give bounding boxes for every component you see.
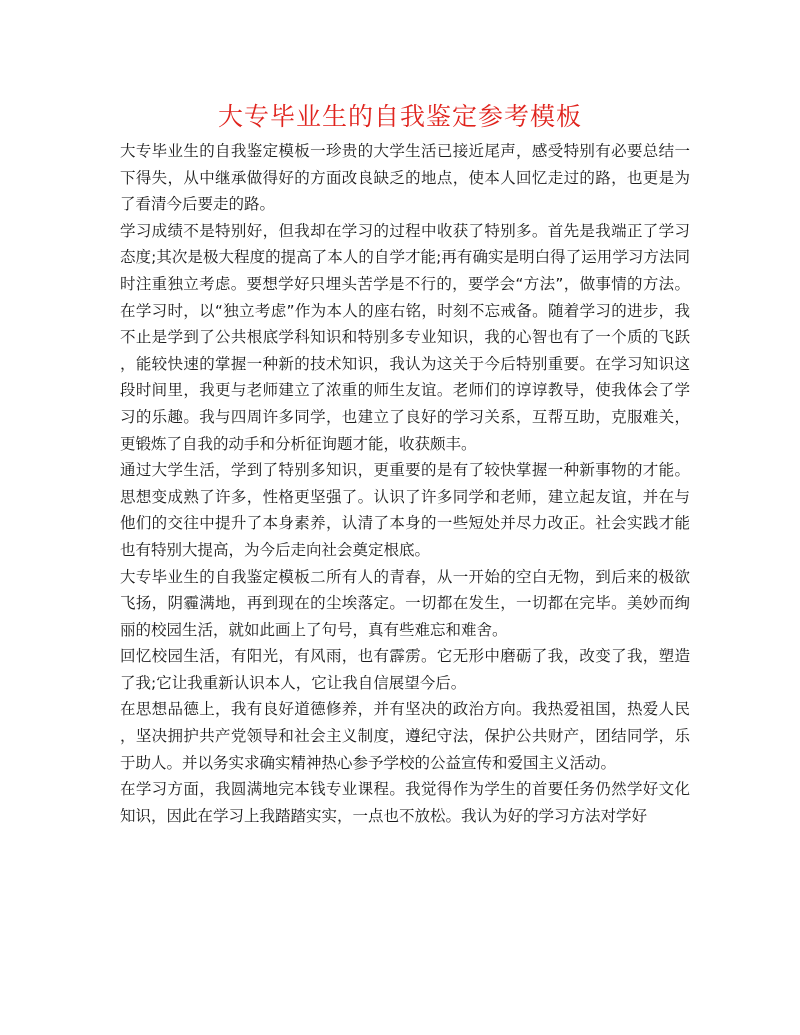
paragraph-moral-character: 在思想品德上，我有良好道德修养，并有坚决的政治方向。我热爱祖国，热爱人民，坚决拥护共产党领导和社会主义制度，遵纪守法，保护公共财产，团结同学，乐于助人。并以务实求确实精神热心参予学校的公益宣传和爱国主义活动。 <box>120 700 690 772</box>
paragraph-intro: 大专毕业生的自我鉴定模板一珍贵的大学生活已接近尾声，感受特别有必要总结一下得失，从中继承做得好的方面改良缺乏的地点，使本人回忆走过的路，也更是为了看清今后要走的路。 <box>120 142 690 214</box>
paragraph-study-results: 学习成绩不是特别好，但我却在学习的过程中收获了特别多。首先是我端正了学习态度;其次是极大程度的提高了本人的自学才能;再有确实是明白得了运用学习方法同时注重独立考虑。要想学好只埋头苦学是不行的，要学会“方法”，做事情的方法。在学习时，以“独立考虑”作为本人的座右铭，时刻不忘戒备。随着学习的进步，我不止是学到了公共根底学科知识和特别多专业知识，我的心智也有了一个质的飞跃，能较快速的掌握一种新的技术知识，我认为这关于今后特别重要。在学习知识这段时间里，我更与老师建立了浓重的师生友谊。老师们的谆谆教导，使我体会了学习的乐趣。我与四周许多同学，也建立了良好的学习关系，互帮互助，克服难关，更锻炼了自我的动手和分析征询题才能，收获颇丰。 <box>120 221 690 453</box>
paragraph-university-life: 通过大学生活，学到了特别多知识，更重要的是有了较快掌握一种新事物的才能。思想变成熟了许多，性格更坚强了。认识了许多同学和老师，建立起友谊，并在与他们的交往中提升了本身素养，认清了本身的一些短处并尽力改正。社会实践才能也有特别大提高，为今后走向社会奠定根底。 <box>120 461 690 559</box>
document-title: 大专毕业生的自我鉴定参考模板 <box>217 102 582 131</box>
paragraph-campus-memory: 回忆校园生活，有阳光，有风雨，也有霹雳。它无形中磨砺了我，改变了我，塑造了我;它让我重新认识本人，它让我自信展望今后。 <box>120 647 690 692</box>
paragraph-template-two: 大专毕业生的自我鉴定模板二所有人的青春，从一开始的空白无物，到后来的极欲飞扬，阴霾满地，再到现在的尘埃落定。一切都在发生，一切都在完毕。美妙而绚丽的校园生活，就如此画上了句号，真有些难忘和难舍。 <box>120 567 690 639</box>
paragraph-study-aspect: 在学习方面，我圆满地完本钱专业课程。我觉得作为学生的首要任务仍然学好文化知识，因此在学习上我踏踏实实，一点也不放松。我认为好的学习方法对学好 <box>120 780 690 825</box>
document-body <box>120 138 690 829</box>
